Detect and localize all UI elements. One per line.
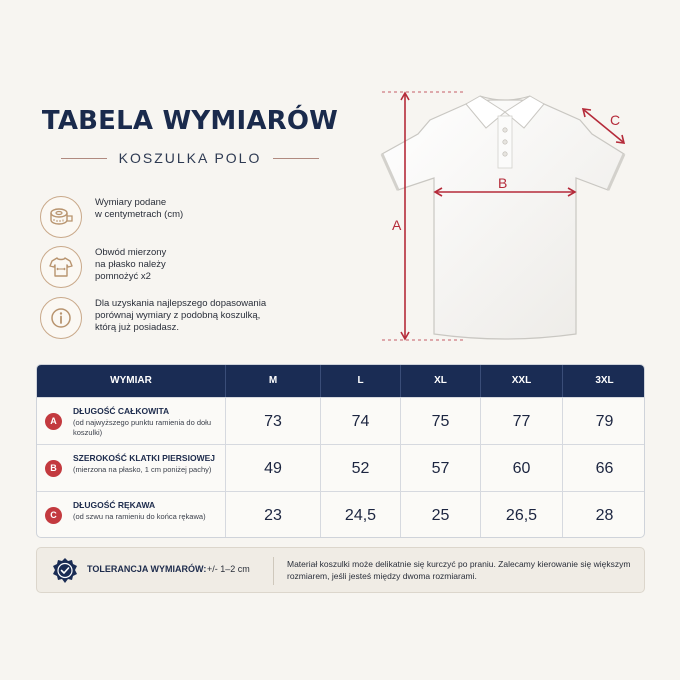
label-c: C [610,112,621,128]
check-badge-icon [51,557,79,585]
header-size-l: L [320,365,400,397]
info-item-units [40,196,340,240]
header-size-xxl: XXL [480,365,562,397]
divider-right [273,158,319,159]
info-item-circumference [40,246,340,290]
row-label: SZEROKOŚĆ KLATKI PIERSIOWEJ [73,453,215,463]
table-cell: 73 [225,398,320,445]
header-size-xl: XL [400,365,480,397]
subtitle-row [40,148,340,168]
tolerance-footer [36,547,645,593]
table-cell: 23 [225,492,320,538]
table-cell: 66 [562,445,645,492]
table-cell: 57 [400,445,480,492]
table-cell: 28 [562,492,645,538]
table-cell: 60 [480,445,562,492]
table-cell: 77 [480,398,562,445]
info-text-units: Wymiary podane w centymetrach (cm) [95,197,184,220]
table-header [37,365,645,397]
table-cell: 26,5 [480,492,562,538]
measuring-tape-icon [40,196,82,238]
divider-left [61,158,107,159]
info-icon [40,297,82,339]
row-description: (od szwu na ramieniu do końca rękawa) [73,512,206,521]
row-badge: C [45,507,62,524]
footer-note: Materiał koszulki może delikatnie się kurczyć po praniu. Zalecamy kierowanie się większym rozmiarem, jeśli jesteś między dwoma rozmiarami. [287,559,631,581]
row-label: DŁUGOŚĆ CAŁKOWITA [73,406,170,416]
info-item-tip [40,297,340,341]
label-b: B [498,175,508,191]
footer-divider [273,557,274,585]
polo-shirt-diagram [370,82,640,352]
table-cell: 24,5 [320,492,400,538]
table-row [37,444,645,491]
table-cell: 52 [320,445,400,492]
size-table [36,364,645,538]
table-cell: 75 [400,398,480,445]
row-description: (mierzona na płasko, 1 cm poniżej pachy) [73,465,212,474]
info-text-tip: Dla uzyskania najlepszego dopasowania porównaj wymiary z podobną koszulką, którą już posiadasz. [95,298,267,333]
page-subtitle: KOSZULKA POLO [118,150,262,166]
row-label: DŁUGOŚĆ RĘKAWA [73,500,156,510]
table-row [37,397,645,444]
page-title: TABELA WYMIARÓW [41,106,339,136]
table-cell: 74 [320,398,400,445]
table-cell: 25 [400,492,480,538]
row-badge: A [45,413,62,430]
table-row [37,491,645,538]
table-cell: 49 [225,445,320,492]
info-text-circumference: Obwód mierzony na płasko należy pomnożyć x2 [95,247,167,282]
tolerance-label: TOLERANCJA WYMIARÓW: [87,564,207,574]
label-a: A [392,217,402,233]
tolerance-value: +/- 1–2 cm [207,564,250,574]
header-size-3xl: 3XL [562,365,645,397]
shirt-icon [40,246,82,288]
row-description: (od najwyższego punktu ramienia do dołu koszulki) [73,418,211,437]
header-dimension: WYMIAR [110,375,152,386]
row-badge: B [45,460,62,477]
table-cell: 79 [562,398,645,445]
header-size-m: M [225,365,320,397]
